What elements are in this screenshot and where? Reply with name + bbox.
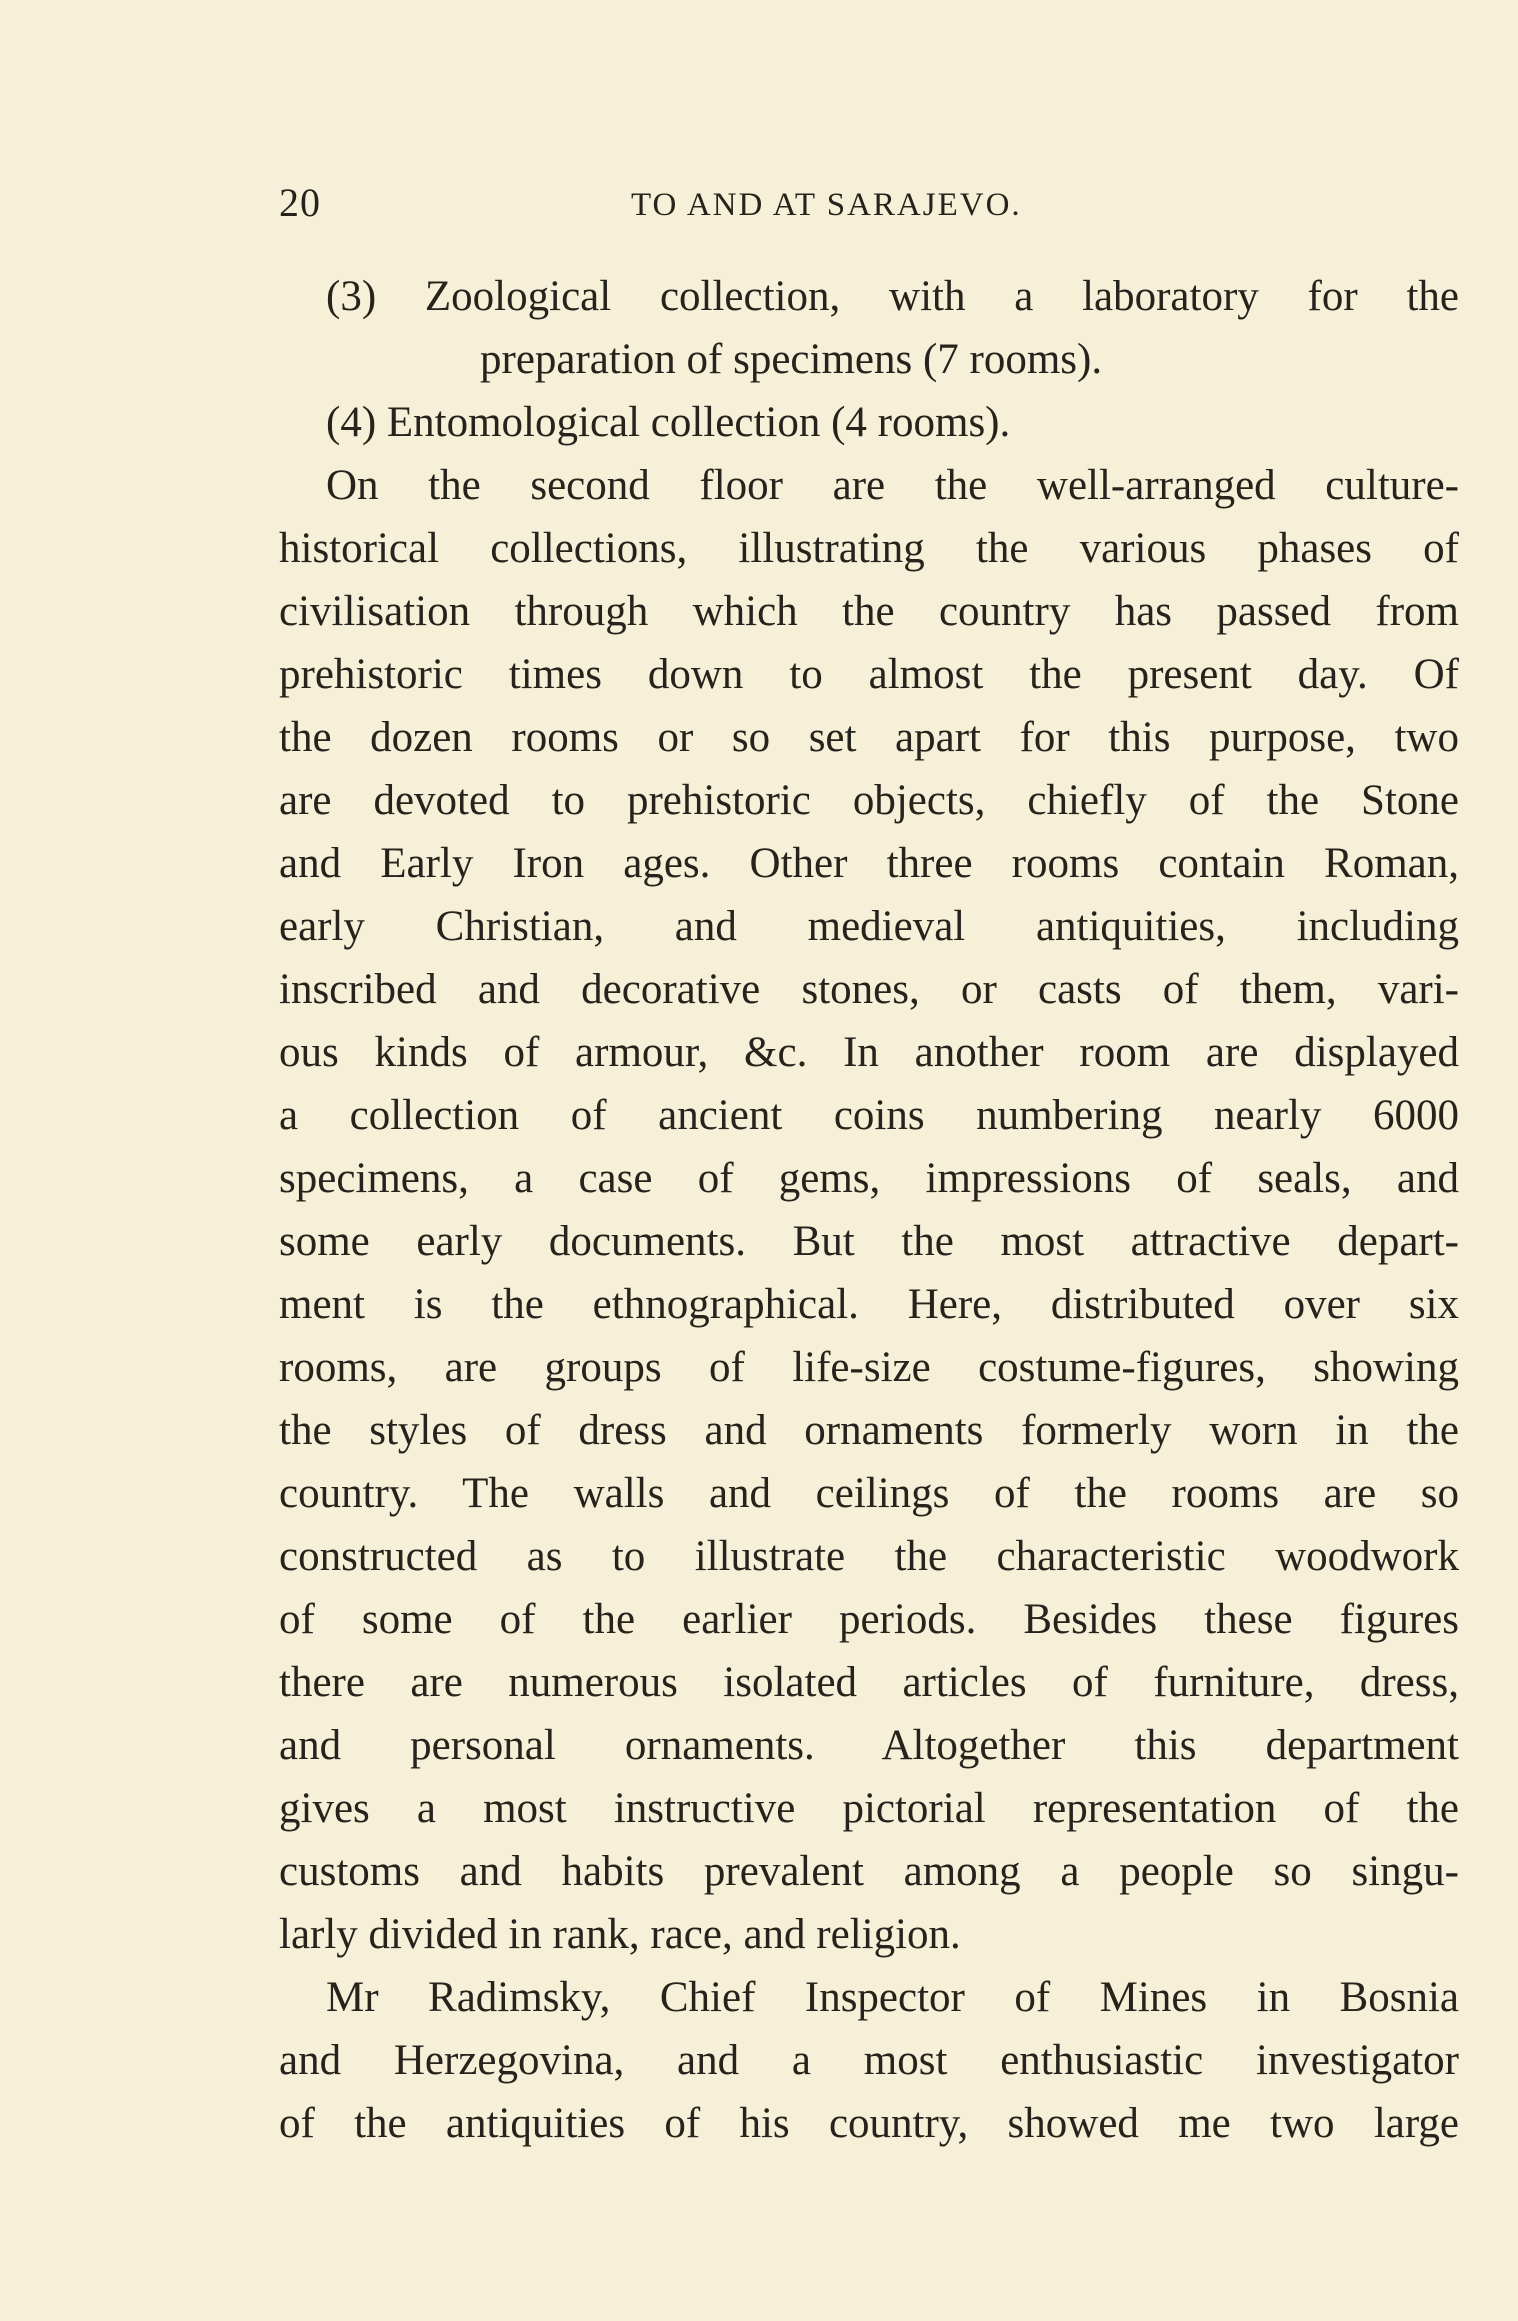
paragraph-line: the styles of dress and ornaments formerly worn in the [279, 1407, 1459, 1454]
paragraph-line: and personal ornaments. Altogether this department [279, 1722, 1459, 1769]
paragraph-line: country. The walls and ceilings of the rooms are so [279, 1470, 1459, 1517]
paragraph-line: a collection of ancient coins numbering nearly 6000 [279, 1092, 1459, 1139]
paragraph-line: some early documents. But the most attractive depart- [279, 1218, 1459, 1265]
paragraph-line: larly divided in rank, race, and religion. [279, 1911, 961, 1958]
paragraph-line: rooms, are groups of life-size costume-figures, showing [279, 1344, 1459, 1391]
page-number: 20 [279, 180, 321, 225]
paragraph-line: prehistoric times down to almost the present day. Of [279, 651, 1459, 698]
paragraph-line: constructed as to illustrate the characteristic woodwork [279, 1533, 1459, 1580]
body-text [279, 265, 1459, 2155]
paragraph-line: On the second floor are the well-arranged culture- [326, 462, 1459, 509]
paragraph-line: of the antiquities of his country, showed me two large [279, 2100, 1459, 2147]
page-header [279, 176, 1279, 230]
paragraph-line: civilisation through which the country has passed from [279, 588, 1459, 635]
paragraph-line: of some of the earlier periods. Besides these figures [279, 1596, 1459, 1643]
paragraph-line: ous kinds of armour, &c. In another room are displayed [279, 1029, 1459, 1076]
paragraph-line: historical collections, illustrating the various phases of [279, 525, 1459, 572]
paragraph-line: gives a most instructive pictorial representation of the [279, 1785, 1459, 1832]
paragraph-line: early Christian, and medieval antiquities, including [279, 903, 1459, 950]
paragraph-line: and Early Iron ages. Other three rooms contain Roman, [279, 840, 1459, 887]
list-item-line: (3) Zoological collection, with a laboratory for the [326, 273, 1459, 320]
paragraph-line: the dozen rooms or so set apart for this purpose, two [279, 714, 1459, 761]
paragraph-line: Mr Radimsky, Chief Inspector of Mines in Bosnia [326, 1974, 1459, 2021]
list-item-line: (4) Entomological collection (4 rooms). [326, 399, 1011, 446]
running-head: TO AND AT SARAJEVO. [631, 187, 1022, 223]
paragraph-line: specimens, a case of gems, impressions of seals, and [279, 1155, 1459, 1202]
list-item-line: preparation of specimens (7 rooms). [480, 336, 1103, 383]
paragraph-line: are devoted to prehistoric objects, chiefly of the Stone [279, 777, 1459, 824]
paragraph-line: inscribed and decorative stones, or casts of them, vari- [279, 966, 1459, 1013]
paragraph-line: and Herzegovina, and a most enthusiastic investigator [279, 2037, 1459, 2084]
paragraph-line: ment is the ethnographical. Here, distributed over six [279, 1281, 1459, 1328]
paragraph-line: there are numerous isolated articles of furniture, dress, [279, 1659, 1459, 1706]
paragraph-line: customs and habits prevalent among a people so singu- [279, 1848, 1459, 1895]
